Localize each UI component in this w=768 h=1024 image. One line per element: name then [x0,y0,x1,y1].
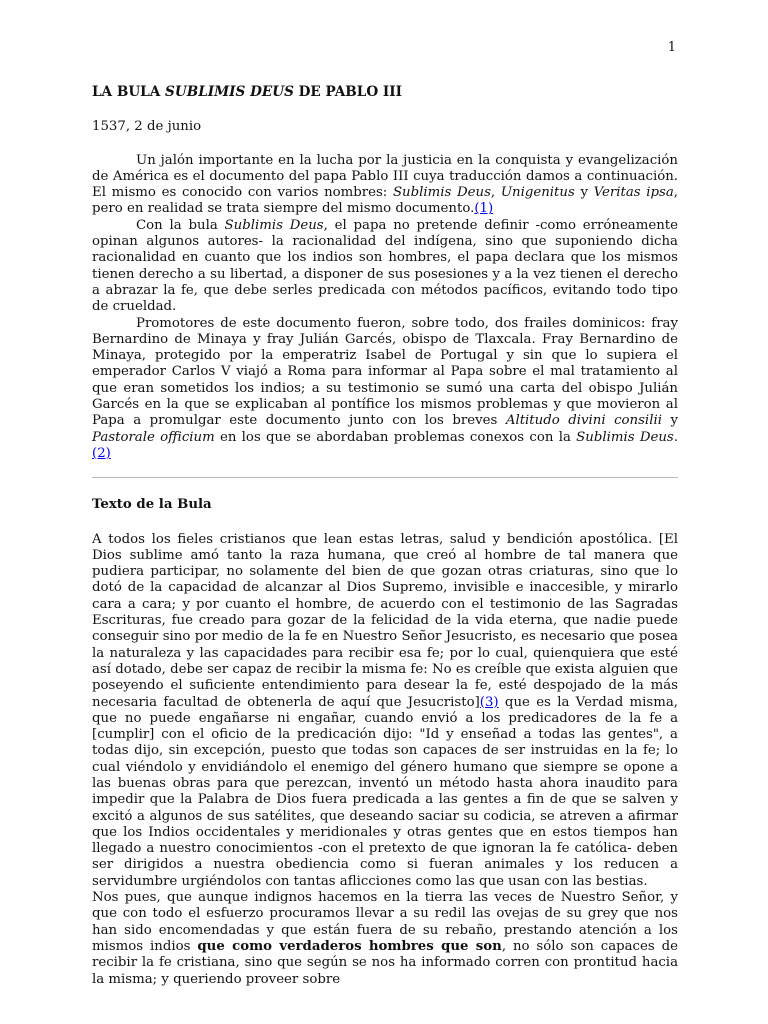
intro-paragraph [92,218,678,316]
footnote-1-link[interactable]: (1) [474,201,494,217]
footnote-2-link[interactable]: (2) [92,445,111,461]
text-run: en los que se abordaban problemas conexos con la [214,429,577,445]
page-number: 1 [667,40,676,55]
text-run: Un jalón importante en la lucha por la justicia en la conquista y evangelización de América es el documento del papa Pablo III cuya traducción damos a continuación. El mismo es conocido con varios nombres: [92,152,678,201]
italic-text: Altitudo divini consilii [505,413,662,429]
italic-text: Sublimis Deus [224,217,324,233]
italic-text: Pastorale officium [92,429,215,445]
text-run: Con la bula [136,217,225,233]
text-run: , [490,185,501,201]
bula-paragraph [92,890,678,988]
section-divider [92,477,678,478]
bold-text: que como verdaderos hombres que son [197,938,502,954]
footnote-3-link[interactable]: (3) [479,694,499,710]
text-run: , pero en realidad se trata siempre del mismo documento. [92,185,678,217]
bula-paragraph [92,532,678,891]
title-prefix: LA BULA [92,84,166,100]
bula-text-section [92,532,678,988]
section-title: Texto de la Bula [92,497,212,513]
document-date: 1537, 2 de junio [92,119,202,135]
document-title [92,84,678,100]
intro-paragraph [92,316,678,463]
text-run: que es la Verdad misma, que no puede engañarse ni engañar, cuando envió a los predicadores de la fe a [cumplir] con el oficio de la predicación dijo: "Id y enseñad a todas las gentes", a todas dijo, sin excepción, puesto que todas son capaces de ser instruidas en la fe; lo cual viéndolo y envidiándolo el enemigo del género humano que siempre se opone a las buenas obras para que perezcan, inventó un método hasta ahora inaudito para impedir que la Palabra de Dios fuera predicada a las gentes a fin de que se salven y excitó a algunos de sus satélites, que deseando saciar su codicia, se atreven a afirmar que los Indios occidentales y meridionales y otras gentes que en estos tiempos han llegado a nuestro conocimientos -con el pretexto de que ignoran la fe católica- deben ser dirigidos a nuestra obediencia como si fueran animales y los reducen a servidumbre urgiéndolos con tantas aflicciones como las que usan con las bestias. [92,694,678,889]
text-run: Nos pues, que aunque indignos hacemos en la tierra las veces de Nuestro Señor, y que con todo el esfuerzo procuramos llevar a su redil las ovejas de su grey que nos han sido encomendadas y que están fuera de su rebaño, prestando atención a los mismos indios [92,890,678,954]
text-run: , no sólo son capaces de recibir la fe cristiana, sino que según se nos ha informado corren con prontitud hacia la misma; y queriendo proveer sobre [92,938,678,987]
text-run: A todos los fieles cristianos que lean estas letras, salud y bendición apostólica. [El Dios sublime amó tanto la raza humana, que creó al hombre de tal manera que pudiera participar, no solamente del bien de que gozan otras criaturas, sino que lo dotó de la capacidad de alcanzar al Dios Supremo, invisible e inaccesible, y mirarlo cara a cara; y por cuanto el hombre, de acuerdo con el testimonio de las Sagradas Escrituras, fue creado para gozar de la felicidad de la vida eterna, que nadie puede conseguir sino por medio de la fe en Nuestro Señor Jesucristo, es necesario que posea la naturaleza y las capacidades para recibir esa fe; por lo cual, quienquiera que esté así dotado, debe ser capaz de recibir la misma fe: No es creíble que exista alguien que poseyendo el suficiente entendimiento para desear la fe, esté despojado de la más necesaria facultad de obtenerla de aquí que Jesucristo] [92,531,678,710]
italic-text: Sublimis Deus [392,185,491,201]
text-run: , el papa no pretende definir -como erróneamente opinan algunos autores- la racionalidad del indígena, sino que suponiendo dicha racionalidad en cuanto que los indios son hombres, el papa declara que los mismos tienen derecho a su libertad, a disponer de sus posesiones y a la vez tienen el derecho a abrazar la fe, que debe serles predicada con métodos pacíficos, evitando todo tipo de crueldad. [92,217,678,315]
intro-paragraph [92,153,678,218]
text-run: y [574,185,594,201]
italic-text: Sublimis Deus [576,429,674,445]
text-run: y [661,413,678,429]
title-suffix: DE PABLO III [293,84,402,100]
italic-text: Veritas ipsa [593,185,674,201]
title-italic: SUBLIMIS DEUS [165,84,294,100]
intro-section [92,153,678,463]
italic-text: Unigenitus [500,185,575,201]
text-run: Promotores de este documento fueron, sobre todo, dos frailes dominicos: fray Bernardino de Minaya y fray Julián Garcés, obispo de Tlaxcala. Fray Bernardino de Minaya, protegido por la emperatriz Isabel de Portugal y sin que lo supiera el emperador Carlos V viajó a Roma para informar al Papa sobre el mal tratamiento al que eran sometidos los indios; a su testimonio se sumó una carta del obispo Julián Garcés en la que se explicaban al pontífice los mismos problemas y que movieron al Papa a promulgar este documento junto con los breves [92,315,678,429]
document-body [92,84,678,988]
text-run: . [673,429,678,445]
